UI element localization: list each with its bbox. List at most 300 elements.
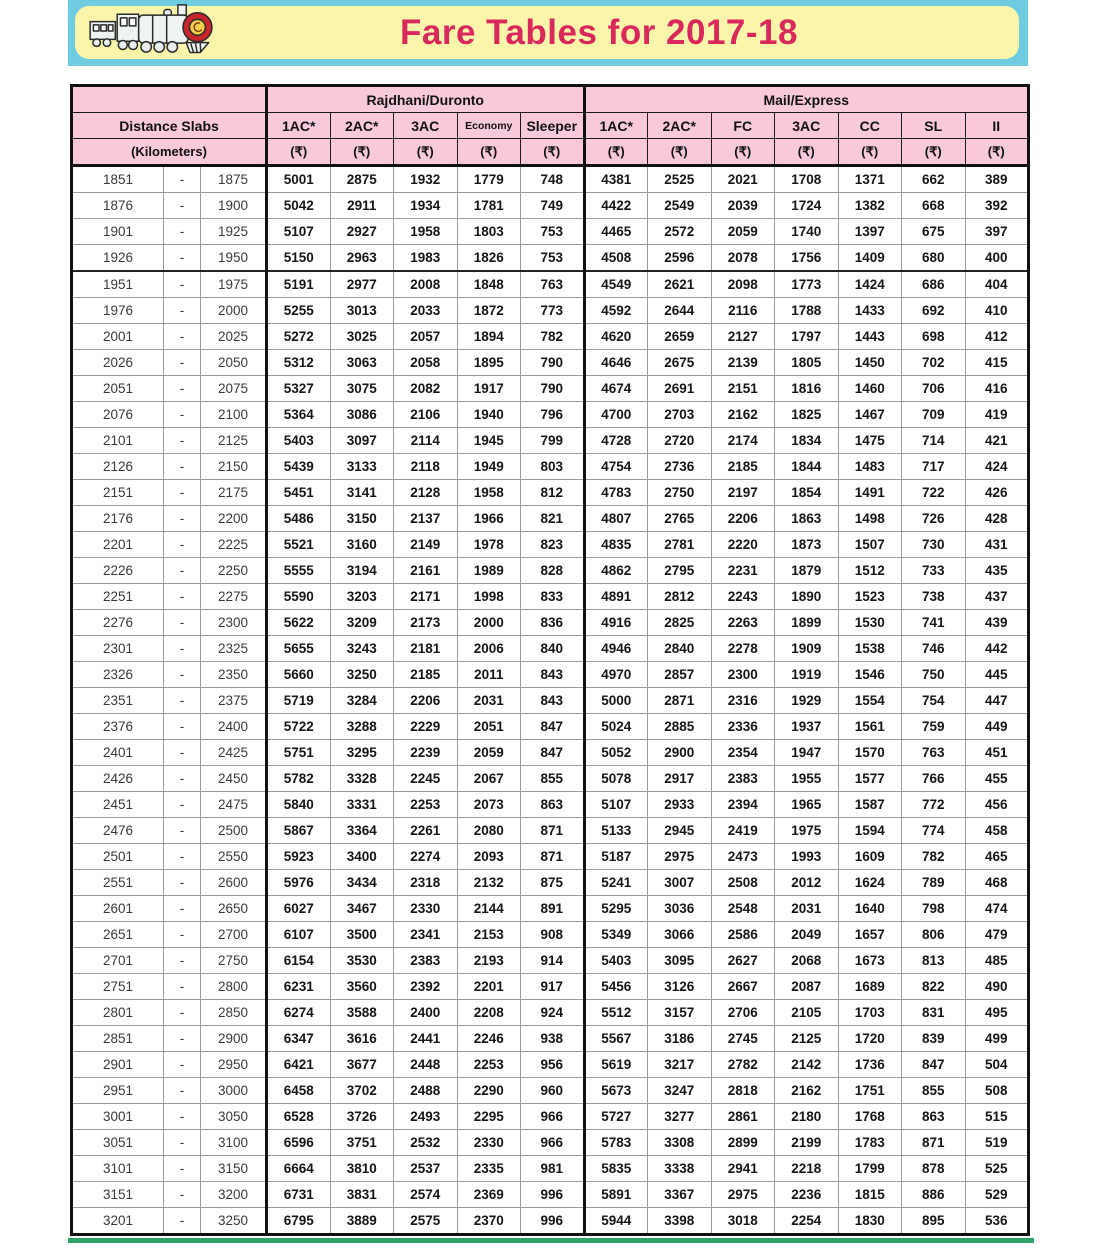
fare-cell-mail: 424 (965, 454, 1029, 480)
distance-from-cell: 2201 (72, 532, 164, 558)
fare-cell-rajdhani: 2067 (457, 766, 521, 792)
fare-cell-mail: 2795 (648, 558, 712, 584)
fare-cell-mail: 1879 (775, 558, 839, 584)
fare-cell-mail: 5673 (584, 1078, 648, 1104)
distance-from-cell: 2251 (72, 584, 164, 610)
fare-cell-mail: 1397 (838, 219, 902, 245)
fare-cell-rajdhani: 2000 (457, 610, 521, 636)
table-row (72, 688, 1029, 714)
fare-cell-mail: 2871 (648, 688, 712, 714)
fare-cell-mail: 445 (965, 662, 1029, 688)
column-header-raj-1ac: 1AC* (267, 113, 331, 139)
fare-cell-rajdhani: 2261 (394, 818, 458, 844)
fare-cell-mail: 750 (902, 662, 966, 688)
distance-to-cell: 2225 (201, 532, 267, 558)
fare-cell-mail: 451 (965, 740, 1029, 766)
fare-cell-mail: 400 (965, 245, 1029, 272)
distance-to-cell: 2175 (201, 480, 267, 506)
fare-cell-mail: 1890 (775, 584, 839, 610)
fare-cell-rajdhani: 2246 (457, 1026, 521, 1052)
fare-cell-mail: 5891 (584, 1182, 648, 1208)
table-row (72, 454, 1029, 480)
fare-cell-mail: 714 (902, 428, 966, 454)
fare-cell-mail: 1689 (838, 974, 902, 1000)
fare-cell-rajdhani: 2132 (457, 870, 521, 896)
fare-cell-rajdhani: 2335 (457, 1156, 521, 1182)
fare-cell-mail: 2078 (711, 245, 775, 272)
table-row (72, 714, 1029, 740)
fare-cell-rajdhani: 6274 (267, 1000, 331, 1026)
fare-cell-mail: 717 (902, 454, 966, 480)
fare-cell-mail: 468 (965, 870, 1029, 896)
fare-cell-rajdhani: 2008 (394, 271, 458, 298)
fare-cell-mail: 5944 (584, 1208, 648, 1235)
fare-cell-rajdhani: 6107 (267, 922, 331, 948)
distance-from-cell: 1951 (72, 271, 164, 298)
fare-cell-mail: 2667 (711, 974, 775, 1000)
fare-cell-mail: 426 (965, 480, 1029, 506)
distance-to-cell: 2125 (201, 428, 267, 454)
distance-to-cell: 1975 (201, 271, 267, 298)
title-banner (68, 0, 1028, 66)
fare-cell-mail: 447 (965, 688, 1029, 714)
fare-cell-rajdhani: 799 (521, 428, 585, 454)
fare-cell-rajdhani: 1932 (394, 166, 458, 193)
group-header-row (72, 86, 1029, 113)
fare-cell-rajdhani: 3560 (330, 974, 394, 1000)
fare-cell-mail: 1538 (838, 636, 902, 662)
fare-cell-mail: 415 (965, 350, 1029, 376)
fare-cell-rajdhani: 3751 (330, 1130, 394, 1156)
fare-cell-mail: 3247 (648, 1078, 712, 1104)
fare-cell-rajdhani: 996 (521, 1208, 585, 1235)
fare-cell-mail: 4620 (584, 324, 648, 350)
distance-from-cell: 2601 (72, 896, 164, 922)
distance-from-cell: 2276 (72, 610, 164, 636)
fare-cell-rajdhani: 823 (521, 532, 585, 558)
fare-cell-rajdhani: 2239 (394, 740, 458, 766)
fare-cell-rajdhani: 2193 (457, 948, 521, 974)
table-row (72, 1130, 1029, 1156)
fare-cell-rajdhani: 2114 (394, 428, 458, 454)
fare-cell-rajdhani: 5001 (267, 166, 331, 193)
fare-cell-rajdhani: 2369 (457, 1182, 521, 1208)
fare-cell-rajdhani: 1998 (457, 584, 521, 610)
distance-dash-cell: - (164, 974, 201, 1000)
fare-cell-rajdhani: 5364 (267, 402, 331, 428)
fare-cell-mail: 2354 (711, 740, 775, 766)
column-header-mail-2ac: 2AC* (648, 113, 712, 139)
fare-cell-rajdhani: 2106 (394, 402, 458, 428)
distance-dash-cell: - (164, 532, 201, 558)
fare-cell-mail: 2278 (711, 636, 775, 662)
fare-cell-rajdhani: 1872 (457, 298, 521, 324)
distance-to-cell: 2950 (201, 1052, 267, 1078)
fare-cell-rajdhani: 3133 (330, 454, 394, 480)
fare-cell-mail: 5783 (584, 1130, 648, 1156)
fare-cell-mail: 5052 (584, 740, 648, 766)
fare-cell-mail: 754 (902, 688, 966, 714)
distance-from-cell: 1851 (72, 166, 164, 193)
fare-cell-mail: 2572 (648, 219, 712, 245)
fare-cell-rajdhani: 748 (521, 166, 585, 193)
fare-cell-rajdhani: 1978 (457, 532, 521, 558)
fare-cell-rajdhani: 2274 (394, 844, 458, 870)
distance-dash-cell: - (164, 350, 201, 376)
fare-cell-rajdhani: 2080 (457, 818, 521, 844)
currency-header: (₹) (584, 139, 648, 166)
distance-dash-cell: - (164, 1052, 201, 1078)
column-header-raj-2ac: 2AC* (330, 113, 394, 139)
distance-to-cell: 2475 (201, 792, 267, 818)
fare-cell-mail: 3157 (648, 1000, 712, 1026)
distance-dash-cell: - (164, 558, 201, 584)
fare-cell-mail: 4728 (584, 428, 648, 454)
fare-cell-mail: 2621 (648, 271, 712, 298)
fare-cell-rajdhani: 3467 (330, 896, 394, 922)
fare-cell-mail: 675 (902, 219, 966, 245)
table-row (72, 870, 1029, 896)
fare-cell-rajdhani: 2181 (394, 636, 458, 662)
fare-cell-rajdhani: 3616 (330, 1026, 394, 1052)
distance-from-cell: 2851 (72, 1026, 164, 1052)
fare-cell-rajdhani: 2201 (457, 974, 521, 1000)
fare-cell-mail: 2068 (775, 948, 839, 974)
fare-cell-rajdhani: 5782 (267, 766, 331, 792)
table-row (72, 506, 1029, 532)
fare-cell-mail: 686 (902, 271, 966, 298)
distance-dash-cell: - (164, 818, 201, 844)
distance-from-cell: 2901 (72, 1052, 164, 1078)
fare-cell-rajdhani: 6458 (267, 1078, 331, 1104)
fare-cell-rajdhani: 3434 (330, 870, 394, 896)
table-row (72, 1000, 1029, 1026)
fare-cell-mail: 515 (965, 1104, 1029, 1130)
table-row (72, 245, 1029, 272)
table-row (72, 896, 1029, 922)
fare-cell-rajdhani: 1958 (394, 219, 458, 245)
fare-cell-rajdhani: 3400 (330, 844, 394, 870)
fare-cell-mail: 1863 (775, 506, 839, 532)
fare-cell-rajdhani: 966 (521, 1104, 585, 1130)
distance-dash-cell: - (164, 402, 201, 428)
fare-cell-rajdhani: 5622 (267, 610, 331, 636)
fare-cell-rajdhani: 763 (521, 271, 585, 298)
fare-cell-rajdhani: 2185 (394, 662, 458, 688)
distance-dash-cell: - (164, 324, 201, 350)
fare-cell-mail: 2549 (648, 193, 712, 219)
fare-cell-mail: 822 (902, 974, 966, 1000)
fare-cell-rajdhani: 2057 (394, 324, 458, 350)
fare-cell-mail: 2231 (711, 558, 775, 584)
fare-cell-mail: 1554 (838, 688, 902, 714)
table-row (72, 558, 1029, 584)
fare-cell-mail: 525 (965, 1156, 1029, 1182)
fare-cell-mail: 1799 (838, 1156, 902, 1182)
fare-cell-rajdhani: 6664 (267, 1156, 331, 1182)
table-row (72, 324, 1029, 350)
fare-cell-rajdhani: 1966 (457, 506, 521, 532)
fare-cell-rajdhani: 938 (521, 1026, 585, 1052)
fare-cell-rajdhani: 2532 (394, 1130, 458, 1156)
fare-cell-rajdhani: 3150 (330, 506, 394, 532)
distance-dash-cell: - (164, 870, 201, 896)
class-header-row (72, 113, 1029, 139)
fare-cell-mail: 5512 (584, 1000, 648, 1026)
fare-cell-mail: 485 (965, 948, 1029, 974)
fare-cell-mail: 4807 (584, 506, 648, 532)
fare-cell-mail: 1773 (775, 271, 839, 298)
fare-cell-mail: 1657 (838, 922, 902, 948)
fare-cell-mail: 2945 (648, 818, 712, 844)
fare-cell-rajdhani: 2059 (457, 740, 521, 766)
fare-cell-rajdhani: 1848 (457, 271, 521, 298)
distance-from-cell: 2076 (72, 402, 164, 428)
fare-cell-mail: 1993 (775, 844, 839, 870)
fare-cell-mail: 1530 (838, 610, 902, 636)
fare-cell-rajdhani: 2006 (457, 636, 521, 662)
fare-cell-mail: 2941 (711, 1156, 775, 1182)
fare-cell-mail: 437 (965, 584, 1029, 610)
fare-cell-mail: 1460 (838, 376, 902, 402)
fare-cell-rajdhani: 749 (521, 193, 585, 219)
fare-cell-rajdhani: 2128 (394, 480, 458, 506)
distance-to-cell: 2000 (201, 298, 267, 324)
fare-cell-mail: 1830 (838, 1208, 902, 1235)
distance-from-cell: 2126 (72, 454, 164, 480)
fare-cell-mail: 2900 (648, 740, 712, 766)
fare-cell-mail: 474 (965, 896, 1029, 922)
distance-from-cell: 2651 (72, 922, 164, 948)
fare-cell-rajdhani: 2153 (457, 922, 521, 948)
fare-cell-mail: 2316 (711, 688, 775, 714)
distance-dash-cell: - (164, 166, 201, 193)
distance-to-cell: 1950 (201, 245, 267, 272)
table-row (72, 428, 1029, 454)
column-header-mail-3ac: 3AC (775, 113, 839, 139)
fare-cell-mail: 2659 (648, 324, 712, 350)
fare-cell-mail: 2394 (711, 792, 775, 818)
distance-to-cell: 2150 (201, 454, 267, 480)
fare-cell-mail: 1483 (838, 454, 902, 480)
fare-cell-mail: 1834 (775, 428, 839, 454)
fare-cell-rajdhani: 3677 (330, 1052, 394, 1078)
fare-cell-mail: 741 (902, 610, 966, 636)
distance-dash-cell: - (164, 922, 201, 948)
fare-cell-rajdhani: 1989 (457, 558, 521, 584)
fare-cell-rajdhani: 1826 (457, 245, 521, 272)
fare-cell-rajdhani: 2206 (394, 688, 458, 714)
distance-dash-cell: - (164, 1026, 201, 1052)
fare-cell-mail: 668 (902, 193, 966, 219)
fare-cell-mail: 2899 (711, 1130, 775, 1156)
fare-cell-rajdhani: 828 (521, 558, 585, 584)
fare-cell-mail: 2116 (711, 298, 775, 324)
fare-cell-mail: 1975 (775, 818, 839, 844)
fare-cell-mail: 1929 (775, 688, 839, 714)
fare-cell-mail: 4646 (584, 350, 648, 376)
distance-to-cell: 2275 (201, 584, 267, 610)
fare-cell-rajdhani: 863 (521, 792, 585, 818)
fare-cell-rajdhani: 812 (521, 480, 585, 506)
distance-to-cell: 2650 (201, 896, 267, 922)
fare-cell-rajdhani: 6154 (267, 948, 331, 974)
fare-cell-mail: 1756 (775, 245, 839, 272)
fare-cell-rajdhani: 3328 (330, 766, 394, 792)
fare-cell-rajdhani: 2229 (394, 714, 458, 740)
fare-cell-rajdhani: 3160 (330, 532, 394, 558)
fare-cell-rajdhani: 5660 (267, 662, 331, 688)
currency-header: (₹) (330, 139, 394, 166)
fare-cell-rajdhani: 3530 (330, 948, 394, 974)
fare-cell-rajdhani: 960 (521, 1078, 585, 1104)
fare-cell-mail: 766 (902, 766, 966, 792)
fare-table-header (72, 86, 1029, 166)
fare-cell-rajdhani: 5191 (267, 271, 331, 298)
fare-cell-mail: 2031 (775, 896, 839, 922)
fare-cell-mail: 2861 (711, 1104, 775, 1130)
fare-cell-mail: 458 (965, 818, 1029, 844)
distance-dash-cell: - (164, 506, 201, 532)
fare-cell-rajdhani: 5403 (267, 428, 331, 454)
fare-cell-mail: 2236 (775, 1182, 839, 1208)
fare-cell-mail: 4508 (584, 245, 648, 272)
table-row (72, 766, 1029, 792)
fare-cell-rajdhani: 871 (521, 818, 585, 844)
fare-cell-mail: 2782 (711, 1052, 775, 1078)
fare-cell-mail: 1797 (775, 324, 839, 350)
fare-cell-mail: 2508 (711, 870, 775, 896)
fare-cell-rajdhani: 1803 (457, 219, 521, 245)
fare-cell-mail: 698 (902, 324, 966, 350)
fare-cell-mail: 1751 (838, 1078, 902, 1104)
fare-cell-mail: 421 (965, 428, 1029, 454)
distance-from-cell: 3151 (72, 1182, 164, 1208)
fare-cell-mail: 4916 (584, 610, 648, 636)
table-row (72, 1208, 1029, 1235)
table-row (72, 584, 1029, 610)
fare-cell-mail: 3007 (648, 870, 712, 896)
fare-cell-mail: 4862 (584, 558, 648, 584)
fare-cell-rajdhani: 5255 (267, 298, 331, 324)
fare-cell-rajdhani: 3097 (330, 428, 394, 454)
distance-dash-cell: - (164, 1000, 201, 1026)
fare-cell-rajdhani: 2537 (394, 1156, 458, 1182)
fare-cell-rajdhani: 1894 (457, 324, 521, 350)
fare-cell-rajdhani: 2253 (457, 1052, 521, 1078)
fare-cell-rajdhani: 5719 (267, 688, 331, 714)
distance-dash-cell: - (164, 219, 201, 245)
distance-from-cell: 2701 (72, 948, 164, 974)
fare-cell-mail: 1736 (838, 1052, 902, 1078)
fare-cell-rajdhani: 2488 (394, 1078, 458, 1104)
fare-cell-mail: 1740 (775, 219, 839, 245)
distance-to-cell: 1875 (201, 166, 267, 193)
fare-cell-mail: 2765 (648, 506, 712, 532)
fare-cell-rajdhani: 908 (521, 922, 585, 948)
fare-cell-mail: 2049 (775, 922, 839, 948)
fare-cell-mail: 5403 (584, 948, 648, 974)
fare-cell-rajdhani: 2977 (330, 271, 394, 298)
fare-cell-mail: 5000 (584, 688, 648, 714)
distance-dash-cell: - (164, 1156, 201, 1182)
fare-cell-mail: 5107 (584, 792, 648, 818)
fare-cell-mail: 2644 (648, 298, 712, 324)
fare-cell-mail: 1768 (838, 1104, 902, 1130)
fare-cell-mail: 774 (902, 818, 966, 844)
fare-cell-mail: 1570 (838, 740, 902, 766)
fare-cell-mail: 2125 (775, 1026, 839, 1052)
fare-cell-rajdhani: 3075 (330, 376, 394, 402)
fare-cell-mail: 1491 (838, 480, 902, 506)
fare-cell-mail: 4592 (584, 298, 648, 324)
fare-cell-mail: 1587 (838, 792, 902, 818)
fare-cell-mail: 2675 (648, 350, 712, 376)
distance-to-cell: 2100 (201, 402, 267, 428)
table-row (72, 480, 1029, 506)
fare-cell-rajdhani: 2575 (394, 1208, 458, 1235)
fare-cell-rajdhani: 5722 (267, 714, 331, 740)
fare-cell-rajdhani: 981 (521, 1156, 585, 1182)
fare-cell-mail: 5078 (584, 766, 648, 792)
fare-cell-rajdhani: 2318 (394, 870, 458, 896)
fare-cell-mail: 1507 (838, 532, 902, 558)
fare-cell-mail: 3186 (648, 1026, 712, 1052)
fare-cell-mail: 2336 (711, 714, 775, 740)
distance-to-cell: 2700 (201, 922, 267, 948)
table-row (72, 298, 1029, 324)
fare-cell-mail: 2162 (711, 402, 775, 428)
fare-cell-mail: 1577 (838, 766, 902, 792)
fare-cell-rajdhani: 782 (521, 324, 585, 350)
fare-cell-mail: 431 (965, 532, 1029, 558)
fare-cell-rajdhani: 2370 (457, 1208, 521, 1235)
fare-cell-rajdhani: 2383 (394, 948, 458, 974)
distance-to-cell: 3000 (201, 1078, 267, 1104)
fare-cell-rajdhani: 796 (521, 402, 585, 428)
fare-cell-mail: 2098 (711, 271, 775, 298)
fare-cell-mail: 2525 (648, 166, 712, 193)
fare-cell-rajdhani: 5751 (267, 740, 331, 766)
fare-cell-mail: 479 (965, 922, 1029, 948)
fare-cell-mail: 4835 (584, 532, 648, 558)
fare-cell-rajdhani: 875 (521, 870, 585, 896)
distance-dash-cell: - (164, 1104, 201, 1130)
fare-cell-mail: 4783 (584, 480, 648, 506)
distance-from-cell: 2751 (72, 974, 164, 1000)
fare-cell-mail: 2021 (711, 166, 775, 193)
fare-cell-mail: 2736 (648, 454, 712, 480)
fare-cell-mail: 1594 (838, 818, 902, 844)
fare-cell-mail: 759 (902, 714, 966, 740)
fare-cell-rajdhani: 2149 (394, 532, 458, 558)
fare-cell-mail: 2840 (648, 636, 712, 662)
fare-cell-mail: 789 (902, 870, 966, 896)
distance-to-cell: 2075 (201, 376, 267, 402)
distance-from-cell: 2501 (72, 844, 164, 870)
fare-cell-mail: 2703 (648, 402, 712, 428)
fare-cell-mail: 5024 (584, 714, 648, 740)
fare-cell-mail: 1854 (775, 480, 839, 506)
fare-cell-rajdhani: 790 (521, 376, 585, 402)
fare-cell-rajdhani: 2441 (394, 1026, 458, 1052)
fare-cell-mail: 499 (965, 1026, 1029, 1052)
fare-cell-mail: 2151 (711, 376, 775, 402)
fare-cell-mail: 3066 (648, 922, 712, 948)
fare-cell-rajdhani: 5312 (267, 350, 331, 376)
fare-cell-rajdhani: 956 (521, 1052, 585, 1078)
distance-from-cell: 2051 (72, 376, 164, 402)
